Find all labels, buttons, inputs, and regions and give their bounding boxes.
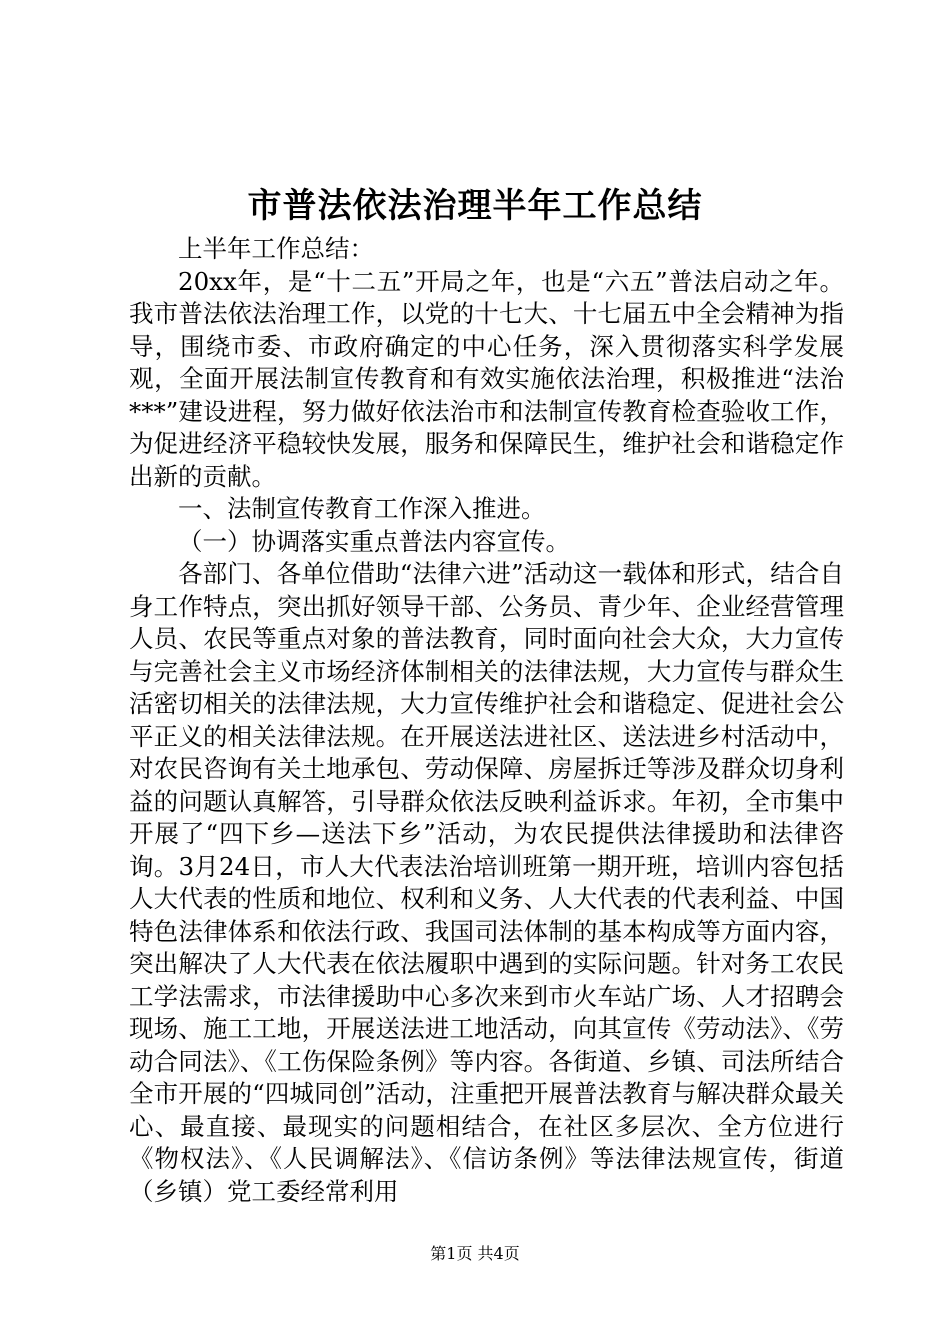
paragraph-summary-heading: 上半年工作总结：: [178, 234, 374, 263]
paragraph-intro: 20xx年，是“十二五”开局之年，也是“六五”普法启动之年。我市普法依法治理工作，以党的十七大、十七届五中全会精神为指导，围绕市委、市政府确定的中心任务，深入贯彻落实科学发展观，全面开展法制宣传教育和有效实施依法治理，积极推进“法治***”建设进程，努力做好依法治市和法制宣传教育检查验收工作，为促进经济平稳较快发展，服务和保障民生，维护社会和谐稳定作出新的贡献。: [129, 266, 844, 491]
section-heading-1: 一、法制宣传教育工作深入推进。: [178, 494, 546, 523]
document-title: 市普法依法治理半年工作总结: [247, 186, 703, 226]
paragraph-body: 各部门、各单位借助“法律六进”活动这一载体和形式，结合自身工作特点，突出抓好领导干部、公务员、青少年、企业经营管理人员、农民等重点对象的普法教育，同时面向社会大众，大力宣传与完善社会主义市场经济体制相关的法律法规，大力宣传与群众生活密切相关的法律法规，大力宣传维护社会和谐稳定、促进社会公平正义的相关法律法规。在开展送法进社区、送法进乡村活动中，对农民咨询有关土地承包、劳动保障、房屋拆迁等涉及群众切身利益的问题认真解答，引导群众依法反映利益诉求。年初，全市集中开展了“四下乡—送法下乡”活动，为农民提供法律援助和法律咨询。3月24日，市人大代表法治培训班第一期开班，培训内容包括人大代表的性质和地位、权利和义务、人大代表的代表利益、中国特色法律体系和依法行政、我国司法体制的基本构成等方面内容，突出解决了人大代表在依法履职中遇到的实际问题。针对务工农民工学法需求，市法律援助中心多次来到市火车站广场、人才招聘会现场、施工工地，开展送法进工地活动，向其宣传《劳动法》、《劳动合同法》、《工伤保险条例》等内容。各街道、乡镇、司法所结合全市开展的“四城同创”活动，注重把开展普法教育与解决群众最关心、最直接、最现实的问题相结合，在社区多层次、全方位进行《物权法》、《人民调解法》、《信访条例》等法律法规宣传，街道（乡镇）党工委经常利用: [129, 559, 844, 1206]
subsection-heading-1: （一）协调落实重点普法内容宣传。: [178, 526, 570, 556]
page-number-footer: 第1页 共4页: [430, 1244, 520, 1263]
document-body: [129, 233, 844, 1208]
